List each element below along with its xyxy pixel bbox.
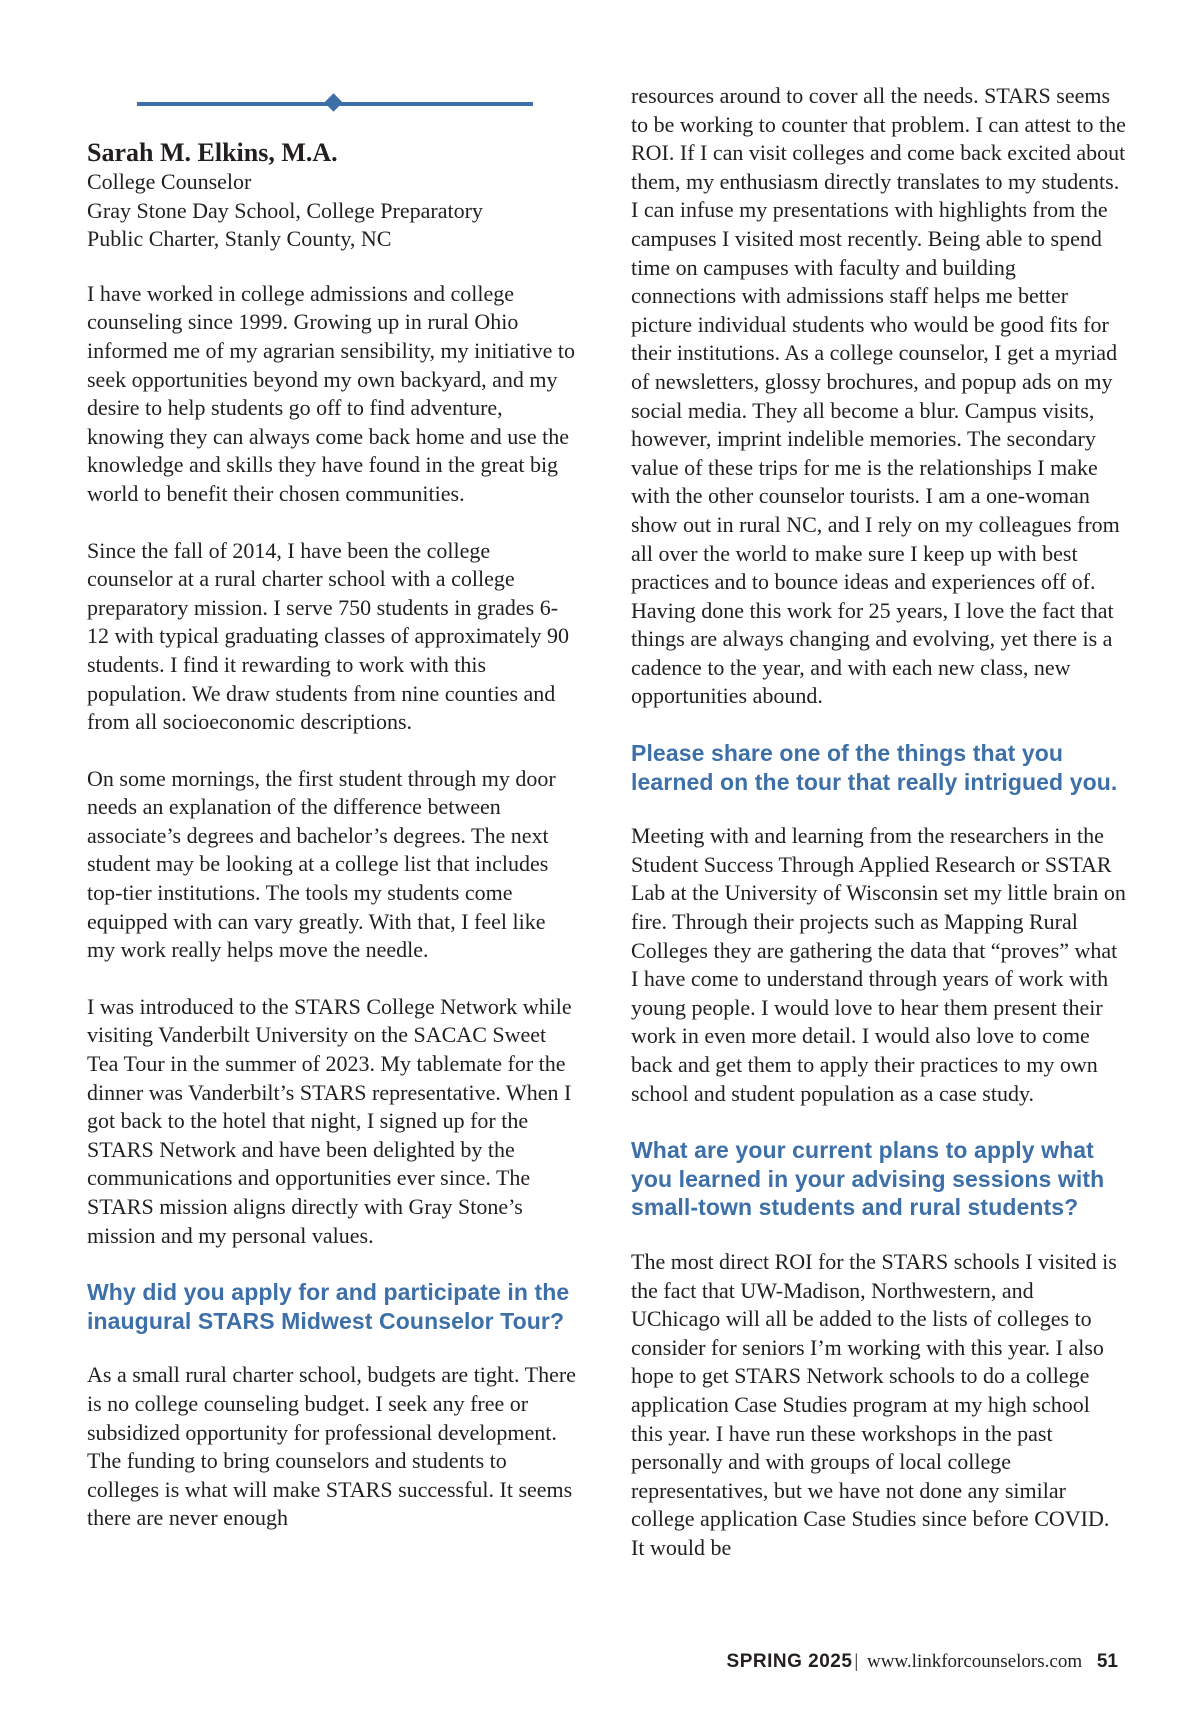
- answer-3-start: The most direct ROI for the STARS schools I visited is the fact that UW-Madison, Northwestern, and UChicago will all be added to the lists of colleges to consider for seniors I’m working with this year. I also hope to get STARS Network schools to do a college application Case Studies program at my high school this year. I have run these workshops in the past personally and with groups of local college representatives, but we have not done any similar college application Case Studies since before COVID. It would be: [631, 1248, 1117, 1560]
- answer-1-start: As a small rural charter school, budgets are tight. There is no college counseling budget. I seek any free or subsidized opportunity for professional development. The funding to bring counselors and students to colleges is what will make STARS successful. It seems there are never enough: [87, 1362, 576, 1531]
- body-paragraph: Since the fall of 2014, I have been the college counselor at a rural charter school with a college preparatory mission. I serve 750 students in grades 6-12 with typical graduating classes of approximately 90 students. I find it rewarding to work with this population. We draw students from nine counties and from all socioeconomic descriptions.: [87, 537, 570, 735]
- page-footer: [727, 1650, 1118, 1674]
- profile-affiliation-line1: Gray Stone Day School, College Preparatory: [87, 197, 483, 223]
- website-link[interactable]: www.linkforcounselors.com: [866, 1651, 1083, 1672]
- right-column: [631, 82, 1126, 1563]
- issue-season: SPRING 2025: [726, 1651, 853, 1672]
- profile-affiliation-line2: Public Charter, Stanly County, NC: [87, 226, 392, 252]
- page-number: 51: [1096, 1651, 1118, 1672]
- question-heading-1: Why did you apply for and participate in the inaugural STARS Midwest Counselor Tour?: [87, 1279, 570, 1334]
- answer-2: Meeting with and learning from the researchers in the Student Success Through Applied Research or SSTAR Lab at the University of Wisconsin set my little brain on fire. Through their projects such as Mapping Rural Colleges they are gathering the data that “proves” what I have come to understand through years of work with young people. I would love to hear them present their work in even more detail. I would also love to come back and get them to apply their practices to my own school and student population as a case study.: [631, 823, 1126, 1106]
- profile-name: Sarah M. Elkins, M.A.: [87, 138, 338, 167]
- body-paragraph: I was introduced to the STARS College Network while visiting Vanderbilt University on the SACAC Sweet Tea Tour in the summer of 2023. My tablemate for the dinner was Vanderbilt’s STARS representative. When I got back to the hotel that night, I signed up for the STARS Network and have been delighted by the communications and opportunities ever since. The STARS mission aligns directly with Gray Stone’s mission and my personal values.: [87, 993, 572, 1248]
- footer-separator: |: [854, 1651, 859, 1672]
- profile-title: College Counselor: [87, 169, 252, 194]
- question-heading-3: What are your current plans to apply what you learned in your advising sessions with small-town students and rural students?: [631, 1137, 1105, 1221]
- body-paragraph: On some mornings, the first student through my door needs an explanation of the difference between associate’s degrees and bachelor’s degrees. The next student may be looking at a college list that includes top-tier institutions. The tools my students come equipped with can vary greatly. With that, I feel like my work really helps move the needle.: [87, 765, 556, 963]
- divider-diamond-ornament: [324, 93, 342, 111]
- answer-1-continued: resources around to cover all the needs. STARS seems to be working to counter that problem. I can attest to the ROI. If I can visit colleges and come back excited about them, my enthusiasm directly translates to my students. I can infuse my presentations with highlights from the campuses I visited most recently. Being able to spend time on campuses with faculty and building connections with admissions staff helps me better picture individual students who would be good fits for their institutions. As a college counselor, I get a myriad of newsletters, glossy brochures, and popup ads on my social media. They all become a blur. Campus visits, however, imprint indelible memories. The secondary value of these trips for me is the relationships I make with the other counselor tourists. I am a one-woman show out in rural NC, and I rely on my colleagues from all over the world to make sure I keep up with best practices and to bounce ideas and experiences off of. Having done this work for 25 years, I love the fact that things are always changing and evolving, yet there is a cadence to the year, and with each new class, new opportunities abound.: [631, 83, 1126, 709]
- left-column: [87, 82, 577, 1533]
- body-paragraph: I have worked in college admissions and college counseling since 1999. Growing up in rural Ohio informed me of my agrarian sensibility, my initiative to seek opportunities beyond my own backyard, and my desire to help students go off to find adventure, knowing they can always come back home and use the knowledge and skills they have found in the great big world to benefit their chosen communities.: [87, 280, 575, 506]
- question-heading-2: Please share one of the things that you learned on the tour that really intrigued you.: [631, 740, 1118, 795]
